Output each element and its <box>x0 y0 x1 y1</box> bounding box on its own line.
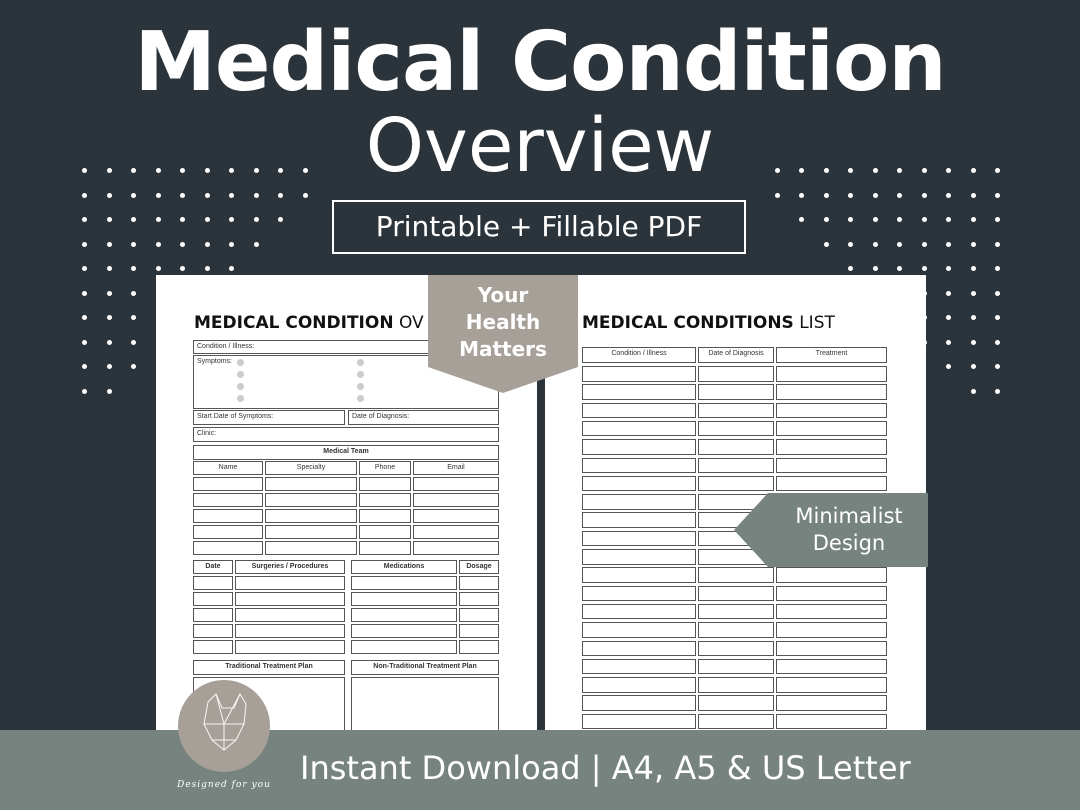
condition-label: Condition / Illness: <box>197 343 255 350</box>
table-cell <box>413 541 499 555</box>
medical-team-header: Medical Team <box>193 445 499 460</box>
dot <box>971 340 976 345</box>
dot <box>848 217 853 222</box>
format-label-box: Printable + Fillable PDF <box>332 200 746 254</box>
dot <box>278 217 283 222</box>
dot <box>946 193 951 198</box>
dot <box>971 266 976 271</box>
dot <box>205 217 210 222</box>
table-cell <box>459 608 499 622</box>
dot <box>180 266 185 271</box>
table-cell <box>776 366 887 382</box>
table-cell <box>698 366 774 382</box>
dot <box>107 193 112 198</box>
table-cell <box>351 608 457 622</box>
table-cell <box>698 677 774 693</box>
dot <box>946 242 951 247</box>
table-cell <box>698 421 774 437</box>
table-cell <box>698 659 774 675</box>
table-cell <box>459 592 499 606</box>
table-cell <box>776 641 887 657</box>
table-cell <box>235 608 345 622</box>
table-cell <box>459 576 499 590</box>
dot <box>995 168 1000 173</box>
non-traditional-plan-header: Non-Traditional Treatment Plan <box>351 660 499 675</box>
dot <box>180 168 185 173</box>
dot <box>995 242 1000 247</box>
table-cell <box>776 384 887 400</box>
table-cell <box>582 604 696 620</box>
table-cell <box>776 421 887 437</box>
dot <box>107 291 112 296</box>
table-cell <box>193 477 263 491</box>
dot <box>131 242 136 247</box>
dot <box>131 217 136 222</box>
table-cell <box>193 525 263 539</box>
table-cell <box>582 549 696 565</box>
dot <box>946 291 951 296</box>
table-cell <box>776 476 887 492</box>
dot <box>971 242 976 247</box>
table-cell <box>776 714 887 730</box>
dot <box>254 242 259 247</box>
table-cell <box>265 541 357 555</box>
diagnosis-date-field <box>348 410 499 425</box>
right-page-title-bold: MEDICAL CONDITIONS <box>582 313 794 333</box>
clinic-label: Clinic: <box>197 430 217 437</box>
dot <box>799 168 804 173</box>
dot <box>229 193 234 198</box>
bullet-icon <box>357 395 364 402</box>
tag-line-1: Minimalist <box>795 504 903 528</box>
table-cell <box>413 525 499 539</box>
dot <box>131 364 136 369</box>
dot <box>971 291 976 296</box>
dot <box>82 266 87 271</box>
dot <box>946 217 951 222</box>
dot <box>278 168 283 173</box>
symptoms-label: Symptoms: <box>197 358 233 365</box>
dot <box>922 266 927 271</box>
dot <box>897 266 902 271</box>
dot <box>131 193 136 198</box>
footer-text: Instant Download | A4, A5 & US Letter <box>300 749 911 787</box>
dot <box>995 364 1000 369</box>
tag-badge-text <box>770 503 928 557</box>
team-col-email: Email <box>413 461 499 475</box>
dot <box>156 168 161 173</box>
start-date-field <box>193 410 345 425</box>
logo-badge <box>178 680 270 772</box>
dot <box>971 364 976 369</box>
ribbon-badge-text <box>428 282 578 363</box>
dot <box>946 340 951 345</box>
table-cell <box>193 592 233 606</box>
right-page-title <box>582 313 835 333</box>
left-page-title <box>194 313 424 333</box>
dot <box>205 266 210 271</box>
dot <box>824 193 829 198</box>
dot <box>995 217 1000 222</box>
table-cell <box>776 659 887 675</box>
table-cell <box>582 531 696 547</box>
dot <box>131 315 136 320</box>
table-cell <box>698 622 774 638</box>
table-cell <box>582 641 696 657</box>
dot <box>848 242 853 247</box>
dot <box>971 315 976 320</box>
dot <box>824 217 829 222</box>
dot <box>229 168 234 173</box>
dot <box>971 217 976 222</box>
dot <box>995 389 1000 394</box>
dot <box>180 193 185 198</box>
team-col-name: Name <box>193 461 263 475</box>
dot <box>254 217 259 222</box>
dot <box>205 193 210 198</box>
dot <box>303 193 308 198</box>
dot <box>229 217 234 222</box>
table-cell <box>776 458 887 474</box>
dot <box>82 364 87 369</box>
table-cell <box>582 512 696 528</box>
table-cell <box>459 640 499 654</box>
table-cell <box>351 592 457 606</box>
dot <box>82 242 87 247</box>
bullet-icon <box>237 359 244 366</box>
dot <box>971 389 976 394</box>
table-cell <box>698 604 774 620</box>
table-cell <box>413 493 499 507</box>
table-cell <box>698 567 774 583</box>
hero-title: Medical Condition <box>134 15 946 110</box>
table-cell <box>413 477 499 491</box>
dot <box>131 168 136 173</box>
table-cell <box>582 714 696 730</box>
dot <box>107 364 112 369</box>
bullet-icon <box>357 383 364 390</box>
list-col-diagnosis-date: Date of Diagnosis <box>698 347 774 363</box>
dot <box>303 168 308 173</box>
hero-subtitle-word: Overview <box>365 103 715 189</box>
dot <box>107 242 112 247</box>
dot <box>922 193 927 198</box>
table-cell <box>459 624 499 638</box>
dot <box>848 266 853 271</box>
ribbon-line-1: Your <box>477 283 529 307</box>
dot <box>107 217 112 222</box>
table-cell <box>193 640 233 654</box>
dot <box>107 315 112 320</box>
table-cell <box>698 695 774 711</box>
dot <box>82 193 87 198</box>
proc-col-medications: Medications <box>351 560 457 574</box>
dot <box>205 242 210 247</box>
dot <box>131 291 136 296</box>
table-cell <box>582 622 696 638</box>
dot <box>897 217 902 222</box>
dot <box>799 193 804 198</box>
bullet-icon <box>357 371 364 378</box>
team-col-specialty: Specialty <box>265 461 357 475</box>
table-cell <box>351 640 457 654</box>
table-cell <box>193 509 263 523</box>
dot <box>229 266 234 271</box>
dot <box>824 168 829 173</box>
dot <box>180 217 185 222</box>
table-cell <box>265 493 357 507</box>
table-cell <box>698 586 774 602</box>
dot <box>799 217 804 222</box>
table-cell <box>776 439 887 455</box>
table-cell <box>582 494 696 510</box>
table-cell <box>776 403 887 419</box>
dot <box>995 193 1000 198</box>
table-cell <box>698 439 774 455</box>
diagnosis-date-label: Date of Diagnosis: <box>352 413 410 420</box>
dot <box>897 193 902 198</box>
table-cell <box>698 458 774 474</box>
dot <box>254 193 259 198</box>
table-cell <box>359 541 411 555</box>
table-cell <box>582 421 696 437</box>
table-cell <box>235 640 345 654</box>
dot <box>995 291 1000 296</box>
dot <box>946 315 951 320</box>
dot <box>995 266 1000 271</box>
right-page-title-light: LIST <box>799 313 835 333</box>
proc-col-surgeries: Surgeries / Procedures <box>235 560 345 574</box>
table-cell <box>776 604 887 620</box>
dot <box>107 340 112 345</box>
dot <box>82 315 87 320</box>
table-cell <box>359 509 411 523</box>
table-cell <box>359 525 411 539</box>
table-cell <box>235 576 345 590</box>
bullet-icon <box>237 371 244 378</box>
dot <box>971 168 976 173</box>
dot <box>131 266 136 271</box>
proc-col-date: Date <box>193 560 233 574</box>
dot <box>156 217 161 222</box>
dot <box>131 340 136 345</box>
traditional-plan-header: Traditional Treatment Plan <box>193 660 345 675</box>
dot <box>775 168 780 173</box>
table-cell <box>582 403 696 419</box>
table-cell <box>265 509 357 523</box>
bullet-icon <box>237 383 244 390</box>
dot <box>156 193 161 198</box>
tag-line-2: Design <box>812 531 886 555</box>
dot <box>873 266 878 271</box>
dot <box>824 242 829 247</box>
dot <box>82 168 87 173</box>
table-cell <box>265 477 357 491</box>
ribbon-line-3: Matters <box>459 337 547 361</box>
dot <box>946 168 951 173</box>
table-cell <box>193 624 233 638</box>
dot <box>107 266 112 271</box>
left-page-title-light: OV <box>398 313 424 333</box>
table-cell <box>776 677 887 693</box>
dot <box>946 364 951 369</box>
dot <box>873 168 878 173</box>
bullet-icon <box>237 395 244 402</box>
table-cell <box>698 714 774 730</box>
dot <box>229 242 234 247</box>
wolf-logo-icon <box>178 680 270 772</box>
table-cell <box>582 677 696 693</box>
table-cell <box>698 641 774 657</box>
ribbon-line-2: Health <box>465 310 541 334</box>
table-cell <box>776 586 887 602</box>
dot <box>848 168 853 173</box>
table-cell <box>193 576 233 590</box>
table-cell <box>776 622 887 638</box>
table-cell <box>359 477 411 491</box>
table-cell <box>582 458 696 474</box>
table-cell <box>193 541 263 555</box>
bullet-icon <box>357 359 364 366</box>
dot <box>107 168 112 173</box>
dot <box>897 242 902 247</box>
dot <box>82 217 87 222</box>
dot <box>897 168 902 173</box>
logo-caption: Designed for you <box>177 780 271 790</box>
table-cell <box>698 476 774 492</box>
dot <box>205 168 210 173</box>
non-traditional-plan-box <box>351 677 499 735</box>
dot <box>873 193 878 198</box>
dot <box>254 168 259 173</box>
dot <box>848 193 853 198</box>
table-cell <box>698 403 774 419</box>
table-cell <box>776 567 887 583</box>
dot <box>946 266 951 271</box>
table-cell <box>265 525 357 539</box>
list-col-treatment: Treatment <box>776 347 887 363</box>
start-date-label: Start Date of Symptoms: <box>197 413 274 420</box>
dot <box>922 168 927 173</box>
dot <box>995 315 1000 320</box>
dot <box>107 389 112 394</box>
table-cell <box>193 608 233 622</box>
dot <box>775 193 780 198</box>
table-cell <box>193 493 263 507</box>
table-cell <box>582 659 696 675</box>
table-cell <box>235 624 345 638</box>
dot <box>82 340 87 345</box>
table-cell <box>582 586 696 602</box>
dot <box>82 291 87 296</box>
table-cell <box>582 476 696 492</box>
team-col-phone: Phone <box>359 461 411 475</box>
dot <box>922 217 927 222</box>
table-cell <box>351 624 457 638</box>
dot <box>971 193 976 198</box>
table-cell <box>582 366 696 382</box>
list-col-condition: Condition / Illness <box>582 347 696 363</box>
dot <box>995 340 1000 345</box>
table-cell <box>359 493 411 507</box>
dot <box>873 242 878 247</box>
dot <box>922 242 927 247</box>
table-cell <box>776 695 887 711</box>
table-cell <box>413 509 499 523</box>
table-cell <box>582 567 696 583</box>
table-cell <box>351 576 457 590</box>
table-cell <box>698 384 774 400</box>
dot <box>82 389 87 394</box>
dot <box>180 242 185 247</box>
table-cell <box>582 439 696 455</box>
table-cell <box>582 384 696 400</box>
dot <box>156 242 161 247</box>
dot <box>873 217 878 222</box>
left-page-title-bold: MEDICAL CONDITION <box>194 313 394 333</box>
dot <box>156 266 161 271</box>
proc-col-dosage: Dosage <box>459 560 499 574</box>
clinic-field <box>193 427 499 442</box>
dot <box>278 193 283 198</box>
table-cell <box>582 695 696 711</box>
table-cell <box>235 592 345 606</box>
